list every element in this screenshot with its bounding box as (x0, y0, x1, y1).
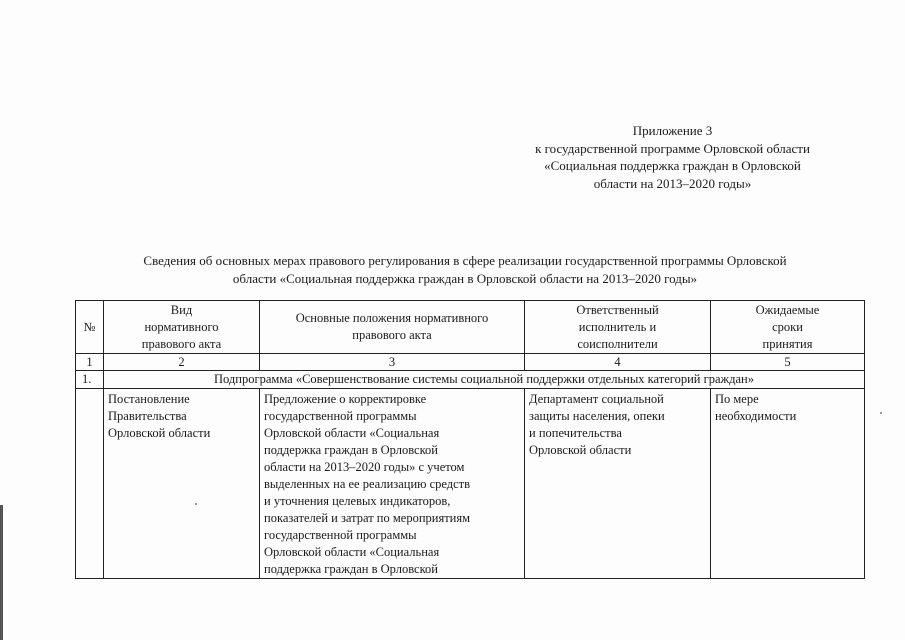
subprogram-row (76, 371, 865, 389)
row-act-type: Постановление Правительства Орловской области (104, 389, 260, 579)
heading-line: Сведения об основных мерах правового регулирования в сфере реализации государственной программы Орловской (143, 253, 787, 268)
row-terms: По мере необходимости (711, 389, 865, 579)
column-number: 3 (260, 354, 525, 371)
column-number: 4 (525, 354, 711, 371)
scan-edge-mark (0, 505, 3, 640)
table-row (76, 389, 865, 579)
column-number: 2 (104, 354, 260, 371)
appendix-line: Приложение 3 (632, 123, 713, 138)
header-terms: Ожидаемые сроки принятия (711, 301, 865, 354)
table-header-row (76, 301, 865, 354)
row-responsible: Департамент социальной защиты населения, опеки и попечительства Орловской области (525, 389, 711, 579)
header-responsible: Ответственный исполнитель и соисполнители (525, 301, 711, 354)
appendix-line: к государственной программе Орловской области (535, 140, 810, 156)
subprogram-number: 1. (76, 371, 104, 389)
scan-speck (195, 503, 197, 505)
document-heading (70, 252, 860, 288)
column-number: 5 (711, 354, 865, 371)
column-number-row (76, 354, 865, 371)
heading-line: области «Социальная поддержка граждан в Орловской области на 2013–2020 годы» (232, 271, 698, 286)
legal-measures-table (75, 300, 865, 579)
header-num: № (76, 301, 104, 354)
scan-speck (880, 412, 882, 414)
column-number: 1 (76, 354, 104, 371)
appendix-line: области на 2013–2020 годы» (593, 175, 752, 191)
appendix-note (500, 122, 845, 192)
appendix-line: «Социальная поддержка граждан в Орловской (544, 158, 801, 173)
row-num-cell (76, 389, 104, 579)
header-provisions: Основные положения нормативного правового акта (260, 301, 525, 354)
row-provisions: Предложение о корректировке государственной программы Орловской области «Социальная поддержка граждан в Орловской области на 2013–2020 годы» с учетом выделенных на ее реализацию средств и уточнения целевых индикаторов, показателей и затрат по мероприятиям государственной программы Орловской области «Социальная поддержка граждан в Орловской (260, 389, 525, 579)
header-act-type: Вид нормативного правового акта (104, 301, 260, 354)
subprogram-title: Подпрограмма «Совершенствование системы социальной поддержки отдельных категорий граждан» (104, 371, 865, 389)
